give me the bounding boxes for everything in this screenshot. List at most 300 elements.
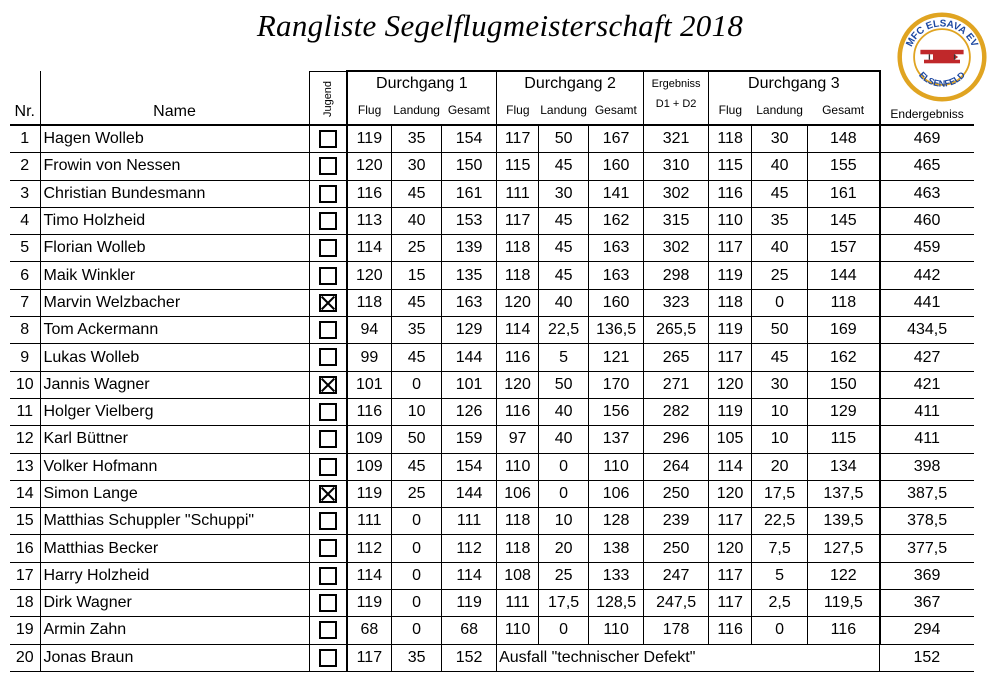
ranking-table xyxy=(10,70,974,672)
jugend-cell xyxy=(309,453,347,480)
ergebnis-cell: 298 xyxy=(644,262,709,289)
d1-landung-cell: 30 xyxy=(392,153,442,180)
d3-flug-cell: 116 xyxy=(709,180,752,207)
d3-landung-cell: 45 xyxy=(752,180,808,207)
header-d1-flug: Flug xyxy=(347,96,392,125)
d1-landung-cell: 25 xyxy=(392,235,442,262)
d3-flug-cell: 117 xyxy=(709,590,752,617)
d3-gesamt-cell: 127,5 xyxy=(808,535,880,562)
ergebnis-cell: 265 xyxy=(644,344,709,371)
d1-gesamt-cell: 144 xyxy=(442,480,497,507)
endergebnis-cell: 378,5 xyxy=(880,508,974,535)
d3-landung-cell: 40 xyxy=(752,235,808,262)
name-cell: Matthias Schuppler "Schuppi" xyxy=(40,508,309,535)
header-durchgang-1: Durchgang 1 xyxy=(347,71,497,96)
d3-landung-cell: 20 xyxy=(752,453,808,480)
d3-landung-cell: 25 xyxy=(752,262,808,289)
d2-landung-cell: 40 xyxy=(539,426,589,453)
ergebnis-cell: 315 xyxy=(644,207,709,234)
checkbox-icon xyxy=(319,621,337,639)
jugend-cell xyxy=(309,289,347,316)
d2-flug-cell: 116 xyxy=(497,344,539,371)
endergebnis-cell: 411 xyxy=(880,398,974,425)
d2-gesamt-cell: 141 xyxy=(589,180,644,207)
dropout-note: Ausfall "technischer Defekt" xyxy=(497,644,880,671)
endergebnis-cell: 465 xyxy=(880,153,974,180)
d3-flug-cell: 118 xyxy=(709,125,752,153)
d1-flug-cell: 113 xyxy=(347,207,392,234)
rank-cell: 3 xyxy=(10,180,40,207)
rank-cell: 17 xyxy=(10,562,40,589)
checkbox-icon xyxy=(319,348,337,366)
d2-landung-cell: 45 xyxy=(539,207,589,234)
name-cell: Marvin Welzbacher xyxy=(40,289,309,316)
d1-flug-cell: 116 xyxy=(347,180,392,207)
d3-landung-cell: 10 xyxy=(752,426,808,453)
rank-cell: 20 xyxy=(10,644,40,671)
d2-gesamt-cell: 163 xyxy=(589,262,644,289)
d3-flug-cell: 116 xyxy=(709,617,752,644)
d2-gesamt-cell: 110 xyxy=(589,617,644,644)
rank-cell: 7 xyxy=(10,289,40,316)
d2-landung-cell: 50 xyxy=(539,371,589,398)
ergebnis-cell: 250 xyxy=(644,480,709,507)
jugend-cell xyxy=(309,317,347,344)
checkbox-icon xyxy=(319,512,337,530)
d2-flug-cell: 114 xyxy=(497,317,539,344)
jugend-cell xyxy=(309,125,347,153)
name-cell: Karl Büttner xyxy=(40,426,309,453)
name-cell: Harry Holzheid xyxy=(40,562,309,589)
table-row xyxy=(10,344,974,371)
checkbox-icon xyxy=(319,321,337,339)
d2-landung-cell: 0 xyxy=(539,617,589,644)
table-row xyxy=(10,153,974,180)
d3-landung-cell: 5 xyxy=(752,562,808,589)
d3-landung-cell: 22,5 xyxy=(752,508,808,535)
d1-landung-cell: 25 xyxy=(392,480,442,507)
name-cell: Lukas Wolleb xyxy=(40,344,309,371)
rank-cell: 10 xyxy=(10,371,40,398)
d1-landung-cell: 0 xyxy=(392,535,442,562)
d3-gesamt-cell: 150 xyxy=(808,371,880,398)
table-row xyxy=(10,453,974,480)
name-cell: Matthias Becker xyxy=(40,535,309,562)
d3-gesamt-cell: 122 xyxy=(808,562,880,589)
endergebnis-cell: 398 xyxy=(880,453,974,480)
jugend-cell xyxy=(309,535,347,562)
d1-flug-cell: 116 xyxy=(347,398,392,425)
d2-landung-cell: 45 xyxy=(539,235,589,262)
checkbox-icon xyxy=(319,185,337,203)
d2-landung-cell: 22,5 xyxy=(539,317,589,344)
d1-flug-cell: 114 xyxy=(347,562,392,589)
ergebnis-cell: 264 xyxy=(644,453,709,480)
d1-flug-cell: 109 xyxy=(347,426,392,453)
d1-gesamt-cell: 154 xyxy=(442,125,497,153)
jugend-cell xyxy=(309,180,347,207)
checkbox-icon xyxy=(319,567,337,585)
rank-cell: 6 xyxy=(10,262,40,289)
d2-gesamt-cell: 156 xyxy=(589,398,644,425)
name-cell: Christian Bundesmann xyxy=(40,180,309,207)
d2-flug-cell: 115 xyxy=(497,153,539,180)
table-row xyxy=(10,125,974,153)
endergebnis-cell: 377,5 xyxy=(880,535,974,562)
d2-landung-cell: 40 xyxy=(539,289,589,316)
d3-flug-cell: 105 xyxy=(709,426,752,453)
header-d1-landung: Landung xyxy=(392,96,442,125)
endergebnis-cell: 469 xyxy=(880,125,974,153)
rank-cell: 13 xyxy=(10,453,40,480)
d3-gesamt-cell: 115 xyxy=(808,426,880,453)
d2-landung-cell: 50 xyxy=(539,125,589,153)
d1-landung-cell: 0 xyxy=(392,508,442,535)
rank-cell: 2 xyxy=(10,153,40,180)
table-row xyxy=(10,480,974,507)
jugend-cell xyxy=(309,371,347,398)
d2-flug-cell: 116 xyxy=(497,398,539,425)
d3-flug-cell: 117 xyxy=(709,562,752,589)
endergebnis-cell: 463 xyxy=(880,180,974,207)
d1-gesamt-cell: 161 xyxy=(442,180,497,207)
rank-cell: 18 xyxy=(10,590,40,617)
d3-flug-cell: 120 xyxy=(709,480,752,507)
table-row xyxy=(10,535,974,562)
header-nr: Nr. xyxy=(10,71,40,125)
d1-gesamt-cell: 154 xyxy=(442,453,497,480)
d3-landung-cell: 50 xyxy=(752,317,808,344)
checkbox-icon xyxy=(319,594,337,612)
d3-gesamt-cell: 161 xyxy=(808,180,880,207)
d1-landung-cell: 35 xyxy=(392,644,442,671)
d3-landung-cell: 7,5 xyxy=(752,535,808,562)
d3-gesamt-cell: 162 xyxy=(808,344,880,371)
d3-landung-cell: 0 xyxy=(752,617,808,644)
d2-gesamt-cell: 121 xyxy=(589,344,644,371)
jugend-cell xyxy=(309,480,347,507)
d3-flug-cell: 119 xyxy=(709,398,752,425)
d1-gesamt-cell: 129 xyxy=(442,317,497,344)
d2-landung-cell: 17,5 xyxy=(539,590,589,617)
d1-gesamt-cell: 159 xyxy=(442,426,497,453)
d1-flug-cell: 94 xyxy=(347,317,392,344)
header-name: Name xyxy=(40,71,309,125)
ergebnis-cell: 250 xyxy=(644,535,709,562)
header-d1-gesamt: Gesamt xyxy=(442,96,497,125)
d2-landung-cell: 20 xyxy=(539,535,589,562)
name-cell: Volker Hofmann xyxy=(40,453,309,480)
d1-flug-cell: 119 xyxy=(347,480,392,507)
d2-gesamt-cell: 160 xyxy=(589,153,644,180)
rank-cell: 14 xyxy=(10,480,40,507)
d1-gesamt-cell: 144 xyxy=(442,344,497,371)
jugend-cell xyxy=(309,207,347,234)
d3-gesamt-cell: 155 xyxy=(808,153,880,180)
ergebnis-cell: 265,5 xyxy=(644,317,709,344)
d1-flug-cell: 101 xyxy=(347,371,392,398)
d2-gesamt-cell: 128,5 xyxy=(589,590,644,617)
d1-gesamt-cell: 126 xyxy=(442,398,497,425)
name-cell: Dirk Wagner xyxy=(40,590,309,617)
d3-flug-cell: 120 xyxy=(709,535,752,562)
rank-cell: 12 xyxy=(10,426,40,453)
d2-gesamt-cell: 162 xyxy=(589,207,644,234)
d2-flug-cell: 108 xyxy=(497,562,539,589)
d1-landung-cell: 45 xyxy=(392,180,442,207)
d1-flug-cell: 117 xyxy=(347,644,392,671)
rank-cell: 11 xyxy=(10,398,40,425)
rank-cell: 16 xyxy=(10,535,40,562)
d2-gesamt-cell: 128 xyxy=(589,508,644,535)
table-row xyxy=(10,289,974,316)
header-ergebnis-sub: D1 + D2 xyxy=(644,96,709,125)
d1-landung-cell: 35 xyxy=(392,125,442,153)
header-d2-flug: Flug xyxy=(497,96,539,125)
d3-gesamt-cell: 134 xyxy=(808,453,880,480)
d2-flug-cell: 97 xyxy=(497,426,539,453)
table-row xyxy=(10,426,974,453)
d1-flug-cell: 68 xyxy=(347,617,392,644)
d1-flug-cell: 120 xyxy=(347,262,392,289)
name-cell: Timo Holzheid xyxy=(40,207,309,234)
d1-flug-cell: 119 xyxy=(347,125,392,153)
d1-landung-cell: 15 xyxy=(392,262,442,289)
d1-landung-cell: 0 xyxy=(392,371,442,398)
name-cell: Hagen Wolleb xyxy=(40,125,309,153)
d3-gesamt-cell: 144 xyxy=(808,262,880,289)
header-endergebnis: Endergebniss xyxy=(880,71,974,125)
endergebnis-cell: 294 xyxy=(880,617,974,644)
d3-gesamt-cell: 139,5 xyxy=(808,508,880,535)
table-row xyxy=(10,562,974,589)
d2-flug-cell: 118 xyxy=(497,235,539,262)
d1-gesamt-cell: 101 xyxy=(442,371,497,398)
endergebnis-cell: 411 xyxy=(880,426,974,453)
header-d2-landung: Landung xyxy=(539,96,589,125)
d1-gesamt-cell: 114 xyxy=(442,562,497,589)
endergebnis-cell: 460 xyxy=(880,207,974,234)
d3-gesamt-cell: 148 xyxy=(808,125,880,153)
d1-gesamt-cell: 150 xyxy=(442,153,497,180)
d2-gesamt-cell: 138 xyxy=(589,535,644,562)
d1-gesamt-cell: 163 xyxy=(442,289,497,316)
d2-gesamt-cell: 160 xyxy=(589,289,644,316)
d2-gesamt-cell: 136,5 xyxy=(589,317,644,344)
header-durchgang-2: Durchgang 2 xyxy=(497,71,644,96)
d3-flug-cell: 115 xyxy=(709,153,752,180)
checkbox-checked-icon xyxy=(319,485,337,503)
table-row xyxy=(10,235,974,262)
rank-cell: 19 xyxy=(10,617,40,644)
checkbox-icon xyxy=(319,403,337,421)
d3-flug-cell: 117 xyxy=(709,344,752,371)
ergebnis-cell: 178 xyxy=(644,617,709,644)
endergebnis-cell: 441 xyxy=(880,289,974,316)
d1-flug-cell: 99 xyxy=(347,344,392,371)
d3-gesamt-cell: 129 xyxy=(808,398,880,425)
d3-gesamt-cell: 145 xyxy=(808,207,880,234)
checkbox-icon xyxy=(319,458,337,476)
name-cell: Armin Zahn xyxy=(40,617,309,644)
table-row xyxy=(10,317,974,344)
d3-landung-cell: 40 xyxy=(752,153,808,180)
header-d3-landung: Landung xyxy=(752,96,808,125)
rank-cell: 15 xyxy=(10,508,40,535)
svg-text:ELSENFELD: ELSENFELD xyxy=(917,69,967,89)
d1-gesamt-cell: 112 xyxy=(442,535,497,562)
endergebnis-cell: 367 xyxy=(880,590,974,617)
d3-flug-cell: 118 xyxy=(709,289,752,316)
d3-flug-cell: 119 xyxy=(709,317,752,344)
d2-gesamt-cell: 106 xyxy=(589,480,644,507)
d1-landung-cell: 45 xyxy=(392,453,442,480)
d3-landung-cell: 2,5 xyxy=(752,590,808,617)
d3-landung-cell: 35 xyxy=(752,207,808,234)
d3-landung-cell: 10 xyxy=(752,398,808,425)
svg-text:MFC ELSAVA EV: MFC ELSAVA EV xyxy=(904,18,980,49)
d1-flug-cell: 109 xyxy=(347,453,392,480)
jugend-cell xyxy=(309,562,347,589)
header-d3-gesamt: Gesamt xyxy=(808,96,880,125)
checkbox-icon xyxy=(319,212,337,230)
ergebnis-cell: 271 xyxy=(644,371,709,398)
d1-flug-cell: 118 xyxy=(347,289,392,316)
table-row xyxy=(10,207,974,234)
ergebnis-cell: 302 xyxy=(644,235,709,262)
d2-flug-cell: 120 xyxy=(497,371,539,398)
d2-gesamt-cell: 163 xyxy=(589,235,644,262)
checkbox-checked-icon xyxy=(319,294,337,312)
d2-flug-cell: 117 xyxy=(497,125,539,153)
d1-landung-cell: 45 xyxy=(392,344,442,371)
d2-landung-cell: 30 xyxy=(539,180,589,207)
d2-landung-cell: 25 xyxy=(539,562,589,589)
endergebnis-cell: 459 xyxy=(880,235,974,262)
endergebnis-cell: 387,5 xyxy=(880,480,974,507)
d3-flug-cell: 114 xyxy=(709,453,752,480)
table-row xyxy=(10,371,974,398)
rank-cell: 5 xyxy=(10,235,40,262)
checkbox-checked-icon xyxy=(319,376,337,394)
ergebnis-cell: 247,5 xyxy=(644,590,709,617)
header-durchgang-3: Durchgang 3 xyxy=(709,71,880,96)
d1-landung-cell: 40 xyxy=(392,207,442,234)
d1-flug-cell: 114 xyxy=(347,235,392,262)
checkbox-icon xyxy=(319,157,337,175)
d3-landung-cell: 17,5 xyxy=(752,480,808,507)
d1-landung-cell: 0 xyxy=(392,617,442,644)
d2-flug-cell: 120 xyxy=(497,289,539,316)
ergebnis-cell: 302 xyxy=(644,180,709,207)
name-cell: Florian Wolleb xyxy=(40,235,309,262)
jugend-cell xyxy=(309,153,347,180)
table-row xyxy=(10,617,974,644)
d1-gesamt-cell: 68 xyxy=(442,617,497,644)
table-row xyxy=(10,180,974,207)
d3-flug-cell: 120 xyxy=(709,371,752,398)
table-row xyxy=(10,508,974,535)
header-ergebnis: Ergebniss xyxy=(644,71,709,96)
d2-landung-cell: 5 xyxy=(539,344,589,371)
checkbox-icon xyxy=(319,649,337,667)
d1-landung-cell: 10 xyxy=(392,398,442,425)
ergebnis-cell: 310 xyxy=(644,153,709,180)
d3-flug-cell: 119 xyxy=(709,262,752,289)
rank-cell: 8 xyxy=(10,317,40,344)
table-row xyxy=(10,644,974,671)
d3-landung-cell: 45 xyxy=(752,344,808,371)
d3-gesamt-cell: 169 xyxy=(808,317,880,344)
d2-flug-cell: 111 xyxy=(497,180,539,207)
ergebnis-cell: 321 xyxy=(644,125,709,153)
header-d3-flug: Flug xyxy=(709,96,752,125)
endergebnis-cell: 434,5 xyxy=(880,317,974,344)
d2-gesamt-cell: 133 xyxy=(589,562,644,589)
ergebnis-cell: 247 xyxy=(644,562,709,589)
page-title: Rangliste Segelflugmeisterschaft 2018 xyxy=(256,8,744,43)
d2-flug-cell: 110 xyxy=(497,617,539,644)
d3-gesamt-cell: 116 xyxy=(808,617,880,644)
ergebnis-cell: 282 xyxy=(644,398,709,425)
d3-flug-cell: 117 xyxy=(709,508,752,535)
d1-flug-cell: 120 xyxy=(347,153,392,180)
d3-landung-cell: 0 xyxy=(752,289,808,316)
d2-flug-cell: 106 xyxy=(497,480,539,507)
d3-landung-cell: 30 xyxy=(752,371,808,398)
checkbox-icon xyxy=(319,239,337,257)
ergebnis-cell: 296 xyxy=(644,426,709,453)
name-cell: Frowin von Nessen xyxy=(40,153,309,180)
checkbox-icon xyxy=(319,130,337,148)
rank-cell: 1 xyxy=(10,125,40,153)
d3-flug-cell: 110 xyxy=(709,207,752,234)
checkbox-icon xyxy=(319,539,337,557)
jugend-cell xyxy=(309,262,347,289)
d3-flug-cell: 117 xyxy=(709,235,752,262)
header-d2-gesamt: Gesamt xyxy=(589,96,644,125)
d2-flug-cell: 117 xyxy=(497,207,539,234)
d2-landung-cell: 10 xyxy=(539,508,589,535)
d3-gesamt-cell: 157 xyxy=(808,235,880,262)
d2-landung-cell: 45 xyxy=(539,262,589,289)
d2-gesamt-cell: 170 xyxy=(589,371,644,398)
jugend-cell xyxy=(309,617,347,644)
endergebnis-cell: 421 xyxy=(880,371,974,398)
rank-cell: 4 xyxy=(10,207,40,234)
endergebnis-cell: 442 xyxy=(880,262,974,289)
d3-gesamt-cell: 118 xyxy=(808,289,880,316)
rank-cell: 9 xyxy=(10,344,40,371)
d1-gesamt-cell: 119 xyxy=(442,590,497,617)
name-cell: Maik Winkler xyxy=(40,262,309,289)
d2-flug-cell: 118 xyxy=(497,262,539,289)
d2-landung-cell: 40 xyxy=(539,398,589,425)
d1-flug-cell: 119 xyxy=(347,590,392,617)
ergebnis-cell: 239 xyxy=(644,508,709,535)
jugend-cell xyxy=(309,644,347,671)
d1-gesamt-cell: 111 xyxy=(442,508,497,535)
table-row xyxy=(10,590,974,617)
jugend-cell xyxy=(309,426,347,453)
jugend-cell xyxy=(309,590,347,617)
d3-landung-cell: 30 xyxy=(752,125,808,153)
d2-landung-cell: 0 xyxy=(539,453,589,480)
endergebnis-cell: 427 xyxy=(880,344,974,371)
d2-gesamt-cell: 110 xyxy=(589,453,644,480)
jugend-cell xyxy=(309,398,347,425)
table-row xyxy=(10,262,974,289)
